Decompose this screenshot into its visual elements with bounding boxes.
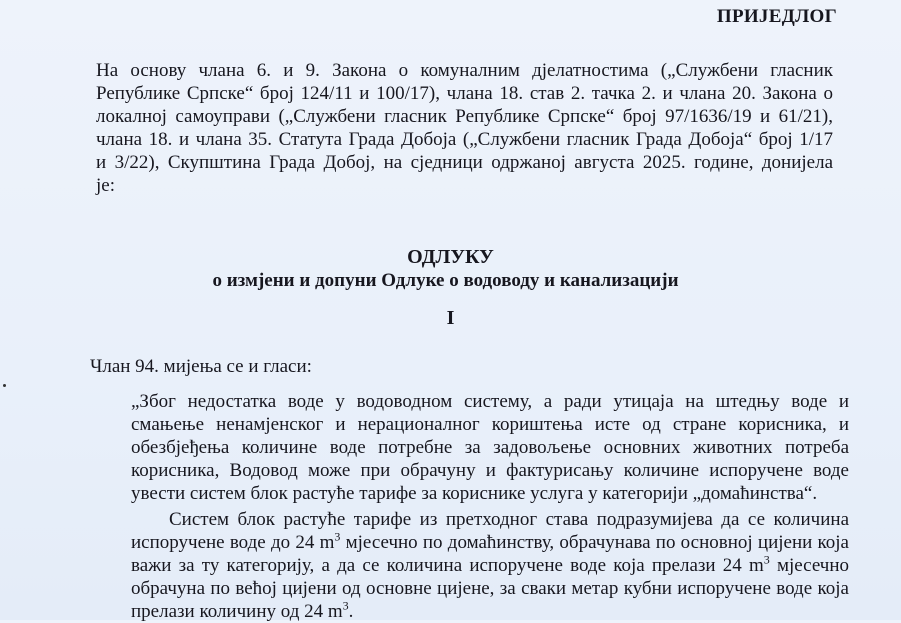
scan-speck (3, 384, 6, 387)
tariff-text: важи за ту категорију, а да се количина испоручене воде која прелази 24 m (131, 555, 764, 576)
quote-line: „Због недостатка воде у водоводном систему, а ради утицаја на штедњу воде и (131, 391, 849, 412)
preamble-paragraph (96, 59, 833, 197)
preamble-line: На основу члана 6. и 9. Закона о комуналним дјелатностима („Службени гласник (96, 60, 833, 81)
superscript: 3 (334, 529, 341, 544)
tariff-line (131, 554, 849, 577)
preamble-line: и 3/22), Скупштина Града Добој, на сједници одржаној августа 2025. године, донијела (96, 152, 833, 173)
tariff-text: испоручене воде до 24 m (131, 532, 335, 553)
proposal-label: ПРИЈЕДЛОГ (716, 6, 837, 27)
tariff-line (131, 577, 849, 600)
quote-line: обезбјеђења количине воде потребне за задовољење основних животних потреба (131, 437, 849, 458)
decision-subtitle: о измјени и допуни Одлуке о водоводу и канализацији (212, 270, 679, 291)
preamble-line: Републике Српске“ број 124/11 и 100/17), члана 18. став 2. тачка 2. и члана 20. Закона о (96, 83, 833, 104)
tariff-paragraph (131, 508, 849, 623)
superscript: 3 (763, 552, 770, 567)
tariff-text: мјесечно по домаћинству, обрачунава по основној цијени која (340, 532, 849, 553)
quote-line: увести систем блок растуће тарифе за кориснике услуга у категорији „домаћинства“. (131, 483, 818, 504)
preamble-line: локалној самоуправи („Службени гласник Републике Српске“ број 97/1636/19 и 61/21), (96, 106, 833, 127)
preamble-line: члана 18. и члана 35. Статута Града Добоја („Службени гласник Града Добоја“ број 1/17 (96, 129, 833, 150)
quote-line: корисника, Водовод може при обрачуну и фактурисању количине испоручене воде (131, 460, 849, 481)
tariff-text: обрачуна по већој цијени од основне цијене, за сваки метар кубни испоручене воде која (131, 578, 849, 599)
decision-title: ОДЛУКУ (407, 246, 494, 268)
preamble-line: је: (96, 175, 115, 196)
superscript: 3 (342, 598, 349, 613)
tariff-line (131, 508, 849, 531)
article-intro: Члан 94. мијења се и гласи: (90, 356, 312, 377)
tariff-text: . (348, 601, 354, 622)
tariff-text: Систем блок растуће тарифе из претходног става подразумијева да се количина (169, 509, 849, 530)
quoted-paragraph (131, 390, 849, 505)
tariff-text: мјесечно (769, 555, 849, 576)
section-number: I (446, 307, 455, 329)
tariff-text: прелази количину од 24 m (131, 601, 343, 622)
quote-line: смањење ненамјенског и нерационалног кориштења исте од стране корисника, и (131, 414, 849, 435)
tariff-line (131, 531, 849, 554)
